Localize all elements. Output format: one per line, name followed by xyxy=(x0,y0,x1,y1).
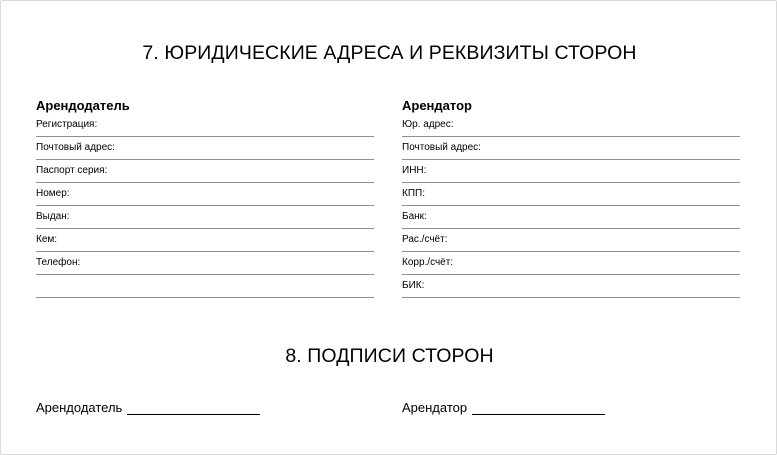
tenant-field-settlement-account xyxy=(402,230,740,252)
field-label: Почтовый адрес: xyxy=(402,142,481,153)
landlord-heading: Арендодатель xyxy=(36,98,130,113)
landlord-signature-line xyxy=(127,400,260,415)
field-label: Кем: xyxy=(36,234,58,245)
field-label: Юр. адрес: xyxy=(402,119,454,130)
field-label: БИК: xyxy=(402,280,425,291)
field-label: Банк: xyxy=(402,211,427,222)
landlord-field-postal-address xyxy=(36,138,374,160)
landlord-field-number xyxy=(36,184,374,206)
tenant-signature-label: Арендатор xyxy=(402,400,468,415)
field-label: Корр./счёт: xyxy=(402,257,454,268)
tenant-field-legal-address xyxy=(402,115,740,137)
tenant-field-correspondent-account xyxy=(402,253,740,275)
section-7-title: 7. ЮРИДИЧЕСКИЕ АДРЕСА И РЕКВИЗИТЫ СТОРОН xyxy=(142,42,637,64)
landlord-field-extra xyxy=(36,276,374,298)
field-label: Телефон: xyxy=(36,257,81,268)
tenant-field-inn xyxy=(402,161,740,183)
field-label: Рас./счёт: xyxy=(402,234,448,245)
landlord-field-passport-series xyxy=(36,161,374,183)
tenant-signature-line xyxy=(472,400,605,415)
field-label: Номер: xyxy=(36,188,70,199)
landlord-field-issued-by xyxy=(36,230,374,252)
landlord-signature-label: Арендодатель xyxy=(36,400,123,415)
tenant-heading: Арендатор xyxy=(402,98,472,113)
tenant-field-bik xyxy=(402,276,740,298)
field-label: Почтовый адрес: xyxy=(36,142,115,153)
field-label: КПП: xyxy=(402,188,425,199)
landlord-details xyxy=(36,96,374,299)
section-8-title: 8. ПОДПИСИ СТОРОН xyxy=(285,345,494,367)
landlord-field-registration xyxy=(36,115,374,137)
field-label: ИНН: xyxy=(402,165,427,176)
tenant-signature xyxy=(402,399,605,416)
tenant-field-kpp xyxy=(402,184,740,206)
tenant-details xyxy=(402,96,740,299)
field-label: Регистрация: xyxy=(36,119,98,130)
field-label: Паспорт серия: xyxy=(36,165,108,176)
landlord-field-phone xyxy=(36,253,374,275)
landlord-field-issued xyxy=(36,207,374,229)
landlord-signature xyxy=(36,399,260,416)
tenant-field-bank xyxy=(402,207,740,229)
tenant-field-postal-address xyxy=(402,138,740,160)
field-label: Выдан: xyxy=(36,211,70,222)
